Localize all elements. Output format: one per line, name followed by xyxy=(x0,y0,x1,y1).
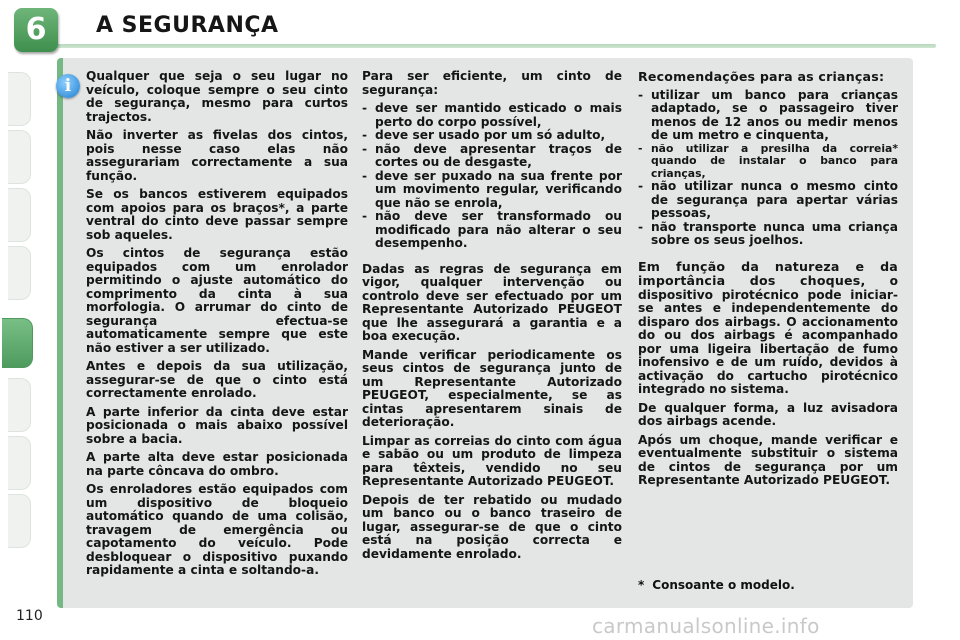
list-item: - não transporte nunca uma criança sobre os seus joelhos. xyxy=(638,219,898,247)
page-number: 110 xyxy=(16,608,43,624)
paragraph: Os cintos de segurança estão equipados com um enrolador permitindo o ajuste automático do comprimento da cinta à sua morfologia. O arrumar do cinto de segurança efectua-se automaticamente sempre que este não estiver a ser utilizado. xyxy=(86,246,348,355)
watermark: carmanualsonline.info xyxy=(592,614,820,638)
paragraph: Mande verificar periodicamente os seus cintos de segurança junto de um Representante Autorizado PEUGEOT, especialmente, se as cintas apresentarem sinais de deterioração. xyxy=(362,347,622,429)
paragraph: Não inverter as fivelas dos cintos, pois nesse caso elas não assegurariam correctamente a sua função. xyxy=(86,128,348,183)
list-item: - não deve apresentar traços de cortes ou de desgaste, xyxy=(362,141,622,169)
chapter-tab[interactable] xyxy=(8,72,31,126)
emphasis-rest: o dispositivo pirotécnico pode iniciar-se antes e independentemente do disparo dos airbags. O accionamento do ou dos airbags é acompanhado por uma ligeira libertação de fumo inofensivo e de um ruído, devidos à activação do cartucho pirotécnico integrado no sistema. xyxy=(638,274,898,396)
chapter-tabs xyxy=(0,60,46,580)
page-title: A SEGURANÇA xyxy=(96,13,279,38)
paragraph: Os enroladores estão equipados com um dispositivo de bloqueio automático quando de uma colisão, travagem de emergência ou capotamento do veículo. Pode desbloquear o dispositivo puxando rapidamente a cinta e soltando-a. xyxy=(86,482,348,577)
footnote xyxy=(638,578,795,592)
chapter-tab[interactable] xyxy=(8,246,31,300)
paragraph: Se os bancos estiverem equipados com apoios para os braços*, a parte ventral do cinto deve passar sempre sob aqueles. xyxy=(86,187,348,242)
list-intro: Para ser eficiente, um cinto de segurança: xyxy=(362,69,622,97)
chapter-tab[interactable] xyxy=(8,436,31,490)
section-heading: Recomendações para as crianças: xyxy=(638,69,885,84)
list-item: - utilizar um banco para crianças adaptado, se o passageiro tiver menos de 12 anos ou medir menos de um metro e cinquenta, xyxy=(638,87,898,142)
paragraph: Após um choque, mande verificar e eventualmente substituir o sistema de cintos de segurança por um Representante Autorizado PEUGEOT. xyxy=(638,432,898,487)
footnote-marker: * xyxy=(638,578,645,592)
footnote-text: Consoante o modelo. xyxy=(652,578,795,592)
list-item: - deve ser mantido esticado o mais perto do corpo possível, xyxy=(362,101,622,129)
requirements-list xyxy=(362,102,622,251)
chapter-badge: 6 xyxy=(14,8,58,52)
pyrotechnic-paragraph xyxy=(638,260,898,397)
chapter-tab[interactable] xyxy=(8,130,31,184)
list-item: - não deve ser transformado ou modificado para não alterar o seu desempenho. xyxy=(362,209,622,250)
child-recommendations-list xyxy=(638,89,898,248)
paragraph: A parte inferior da cinta deve estar posicionada o mais abaixo possível sobre a bacia. xyxy=(86,404,348,446)
chapter-tab[interactable] xyxy=(8,378,31,432)
chapter-tab[interactable] xyxy=(8,188,31,242)
info-icon: i xyxy=(56,74,80,98)
paragraph: Limpar as correias do cinto com água e sabão ou um produto de limpeza para têxteis, vendido no seu Representante Autorizado PEUGEOT. xyxy=(362,433,622,488)
paragraph: A parte alta deve estar posicionada na parte côncava do ombro. xyxy=(86,450,348,478)
column-left xyxy=(86,70,348,583)
list-item: - deve ser usado por um só adulto, xyxy=(362,128,606,142)
list-item: - não utilizar nunca o mesmo cinto de segurança para apertar várias pessoas, xyxy=(638,179,898,220)
column-middle xyxy=(362,70,622,566)
header-divider xyxy=(56,44,936,48)
paragraph: Depois de ter rebatido ou mudado um banco ou o banco traseiro de lugar, assegurar-se de que o cinto está na posição correcta e devidamente enrolado. xyxy=(362,492,622,561)
list-item: - deve ser puxado na sua frente por um movimento regular, verificando que não se enrola, xyxy=(362,168,622,210)
list-item: - não utilizar a presilha da correia* quando de instalar o banco para crianças, xyxy=(638,141,898,180)
chapter-tab[interactable] xyxy=(8,494,31,548)
paragraph: Dadas as regras de segurança em vigor, qualquer intervenção ou controlo deve ser efectuado por um Representante Autorizado PEUGEOT que lhe assegurará a garantia e a boa execução. xyxy=(362,261,622,343)
column-right xyxy=(638,70,898,493)
paragraph: Qualquer que seja o seu lugar no veículo, coloque sempre o seu cinto de segurança, mesmo para curtos trajectos. xyxy=(86,69,348,124)
emphasis-lead: Em função da natureza e da importância dos choques, xyxy=(638,258,898,288)
paragraph: Antes e depois da sua utilização, assegurar-se de que o cinto está correctamente enrolado. xyxy=(86,359,348,400)
paragraph: De qualquer forma, a luz avisadora dos airbags acende. xyxy=(638,400,898,428)
chapter-tab-active[interactable] xyxy=(2,318,33,368)
